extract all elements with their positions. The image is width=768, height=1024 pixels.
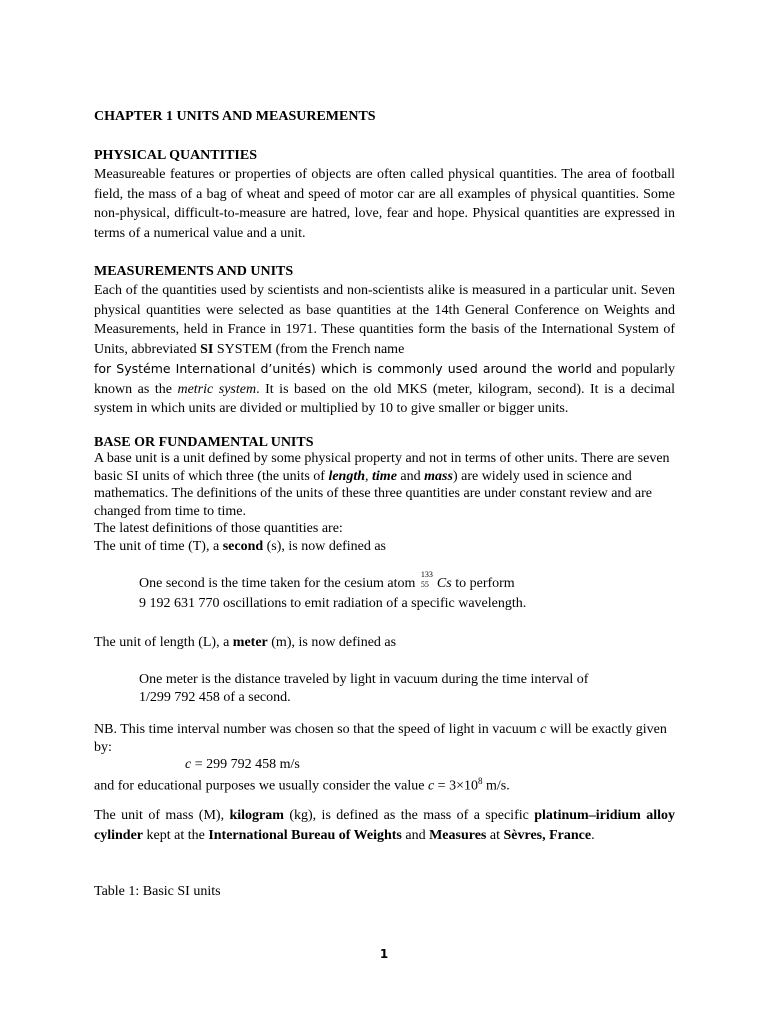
text-run: 9 192 631 770 oscillations to emit radiation of a specific wavelength. <box>139 595 527 611</box>
c-italic: c <box>427 778 435 794</box>
text-run: = 299 792 458 m/s <box>191 757 300 772</box>
second-definition <box>139 570 659 613</box>
text-run: The unit of mass (M), <box>94 808 230 823</box>
text-run: A base unit is a unit defined by some physical property and not in terms of other units. There are seven basic SI units of which three (the units of <box>94 451 670 484</box>
text-run: The unit of length (L), a <box>94 635 233 650</box>
chapter-title: CHAPTER 1 UNITS AND MEASUREMENTS <box>94 109 376 124</box>
si-bold: SI <box>200 341 214 357</box>
cesium-symbol: Cs <box>436 576 452 591</box>
nb-paragraph <box>94 721 675 756</box>
meter-intro <box>94 633 675 653</box>
text-run: to perform <box>451 576 515 591</box>
cesium-isotope <box>419 570 437 589</box>
alloy-bold: platinum–iridium alloy cylinder <box>94 808 676 843</box>
text-run: at <box>486 827 504 843</box>
paragraph-measurements-and-units <box>94 281 675 419</box>
c-italic: c <box>185 757 192 772</box>
exponent: 8 <box>477 776 483 786</box>
text-run: One meter is the distance traveled by light in vacuum during the time interval of <box>139 672 589 687</box>
sevres-bold: Sèvres, France <box>503 827 592 843</box>
text-run: ) are widely used in science and mathematics. The definitions of the units of these three quantities are under constant review and are changed from time to time. <box>94 468 652 519</box>
text-run-sans: for Systéme International d’unités) which is commonly used around the world <box>94 361 592 376</box>
text-run: . It is based on the old MKS (meter, kilogram, second). It is a decimal system in which units are divided or multiplied by 10 to give smaller or bigger units. <box>94 381 675 416</box>
text-run: and popularly known as the <box>94 362 675 397</box>
page-number: 1 <box>379 947 389 961</box>
section-heading-base-units: BASE OR FUNDAMENTAL UNITS <box>94 435 314 450</box>
time-bold-italic: time <box>372 468 397 484</box>
text-run: Each of the quantities used by scientists and non-scientists alike is measured in a particular unit. Seven physical quantities were selected as base quantities at the 14th General Conference on Weights and Measurements, held in France in 1971. These quantities form the basis of the International System of Units, abbreviated <box>94 283 675 357</box>
section-heading-physical-quantities: PHYSICAL QUANTITIES <box>94 148 257 163</box>
bureau-bold: International Bureau of Weights <box>208 827 402 843</box>
text-run: kept at the <box>143 827 209 843</box>
paragraph-physical-quantities: Measureable features or properties of objects are often called physical quantities. The area of football field, the mass of a bag of wheat and speed of motor car are all examples of physical quantities. Some non-physical, difficult-to-measure are hatred, love, fear and hope. Physical quantities are expressed in terms of a numerical value and a unit. <box>94 167 675 241</box>
meter-definition <box>139 671 659 707</box>
isotope-mass-number: 133 <box>420 570 433 579</box>
text-run: SYSTEM (from the French name <box>213 341 405 357</box>
kilogram-definition <box>94 806 675 845</box>
meter-bold: meter <box>232 635 268 650</box>
length-bold-italic: length <box>328 468 366 484</box>
nb-approx <box>94 773 675 795</box>
text-run: , <box>365 468 373 484</box>
isotope-atomic-number: 55 <box>420 580 429 589</box>
text-run: will be exactly given by: <box>94 722 667 755</box>
measures-bold: Measures <box>429 827 487 843</box>
speed-of-light-equation <box>185 756 300 774</box>
metric-system-italic: metric system <box>177 381 257 397</box>
mass-bold-italic: mass <box>424 468 453 484</box>
text-run: = 3×10 <box>434 778 478 794</box>
text-run: (m), is now defined as <box>267 635 397 650</box>
second-bold: second <box>222 538 264 554</box>
text-run: One second is the time taken for the cesium atom <box>139 576 419 591</box>
text-run: m/s. <box>482 778 510 794</box>
text-run: (s), is now defined as <box>263 538 387 554</box>
text-run: (kg), is defined as the mass of a specific <box>283 808 535 823</box>
text-run: The latest definitions of those quantities are: <box>94 521 343 536</box>
text-run: . <box>591 827 595 843</box>
c-italic: c <box>540 722 547 737</box>
text-run: 1/299 792 458 of a second. <box>139 690 291 705</box>
table-caption: Table 1: Basic SI units <box>94 884 221 899</box>
text-run: and for educational purposes we usually consider the value <box>94 778 428 794</box>
text-run: NB. This time interval number was chosen so that the speed of light in vacuum <box>94 722 541 737</box>
section-heading-measurements-and-units: MEASUREMENTS AND UNITS <box>94 264 294 279</box>
paragraph-base-units <box>94 450 675 555</box>
text-run: and <box>401 827 430 843</box>
text-run: and <box>396 468 425 484</box>
kilogram-bold: kilogram <box>229 808 284 823</box>
text-run: The unit of time (T), a <box>94 538 223 554</box>
